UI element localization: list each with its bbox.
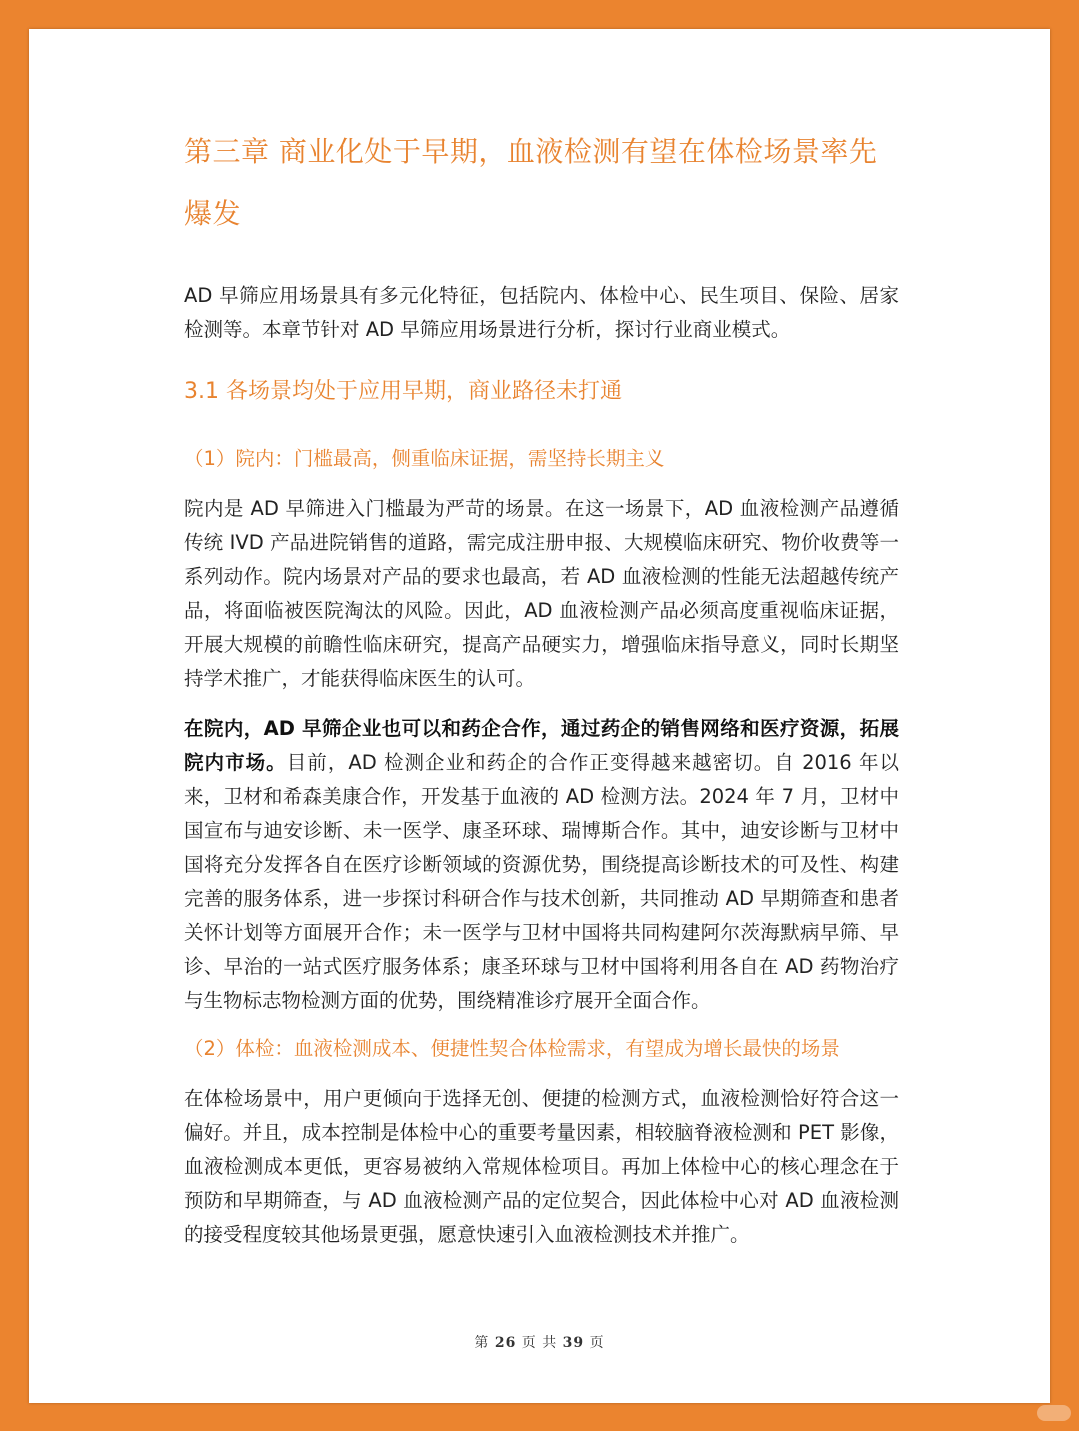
checkup-paragraph: 在体检场景中，用户更倾向于选择无创、便捷的检测方式，血液检测恰好符合这一偏好。并且，成本控制是体检中心的重要考量因素，相较脑脊液检测和 PET 影像，血液检测成本更低，更容易被纳入常规体检项目。再加上体检中心的核心理念在于预防和早期筛查，与 AD 血液检测产品的定位契合，因此体检中心对 AD 血液检测的接受程度较其他场景更强，愿意快速引入血液检测技术并推广。: [184, 1087, 899, 1246]
footer-suffix: 页: [589, 1335, 605, 1351]
document-page: [29, 29, 1050, 1403]
intro-paragraph: AD 早筛应用场景具有多元化特征，包括院内、体检中心、民生项目、保险、居家检测等。本章节针对 AD 早筛应用场景进行分析，探讨行业商业模式。: [184, 284, 899, 341]
total-page-number: 39: [562, 1335, 585, 1351]
chapter-title: 第三章 商业化处于早期，血液检测有望在体检场景率先爆发: [184, 135, 878, 230]
page-content: [184, 121, 899, 1252]
partner-bold-lead: 在院内，AD 早筛企业也可以和药企合作，通过药企的销售网络和医疗资源，拓展院内市场。: [184, 717, 899, 774]
hospital-paragraph: 院内是 AD 早筛进入门槛最为严苛的场景。在这一场景下，AD 血液检测产品遵循传统 IVD 产品进院销售的道路，需完成注册申报、大规模临床研究、物价收费等一系列动作。院内场景对产品的要求也最高，若 AD 血液检测的性能无法超越传统产品，将面临被医院淘汰的风险。因此，AD 血液检测产品必须高度重视临床证据，开展大规模的前瞻性临床研究，提高产品硬实力，增强临床指导意义，同时长期坚持学术推广，才能获得临床医生的认可。: [184, 497, 899, 690]
partner-paragraph: [184, 712, 899, 1018]
current-page-number: 26: [494, 1335, 517, 1351]
subsection-title-checkup: （2）体检：血液检测成本、便捷性契合体检需求，有望成为增长最快的场景: [184, 1037, 840, 1060]
footer-prefix: 第: [474, 1335, 490, 1351]
subsection-title-hospital: （1）院内：门槛最高，侧重临床证据，需坚持长期主义: [184, 447, 665, 470]
page-footer: [29, 1332, 1050, 1352]
section-title: 3.1 各场景均处于应用早期，商业路径未打通: [184, 379, 622, 404]
partner-text: 目前，AD 检测企业和药企的合作正变得越来越密切。自 2016 年以来，卫材和希森美康合作，开发基于血液的 AD 检测方法。2024 年 7 月，卫材中国宣布与迪安诊断、未一医学、康圣环球、瑞博斯合作。其中，迪安诊断与卫材中国将充分发挥各自在医疗诊断领域的资源优势，围绕提高诊断技术的可及性、构建完善的服务体系，进一步探讨科研合作与技术创新，共同推动 AD 早期筛查和患者关怀计划等方面展开合作；未一医学与卫材中国将共同构建阿尔茨海默病早筛、早诊、早治的一站式医疗服务体系；康圣环球与卫材中国将利用各自在 AD 药物治疗与生物标志物检测方面的优势，围绕精准诊疗展开全面合作。: [184, 751, 899, 1012]
footer-middle: 页 共: [521, 1335, 558, 1351]
watermark-badge: [1037, 1405, 1071, 1421]
